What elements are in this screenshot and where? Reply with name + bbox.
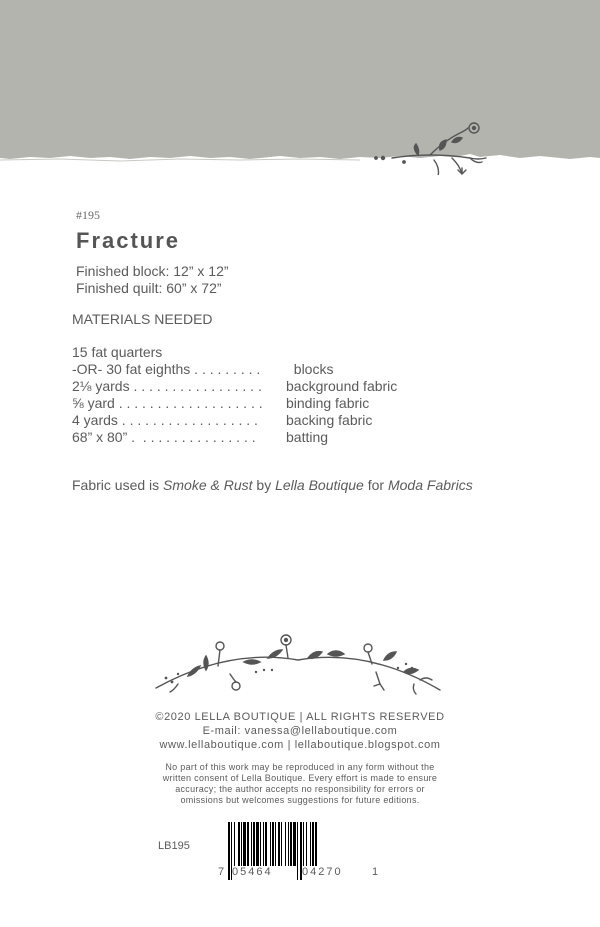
fabric-designer: Lella Boutique: [275, 477, 364, 493]
material-row: [72, 361, 334, 378]
material-use: backing fabric: [286, 412, 373, 428]
material-row: [72, 429, 329, 446]
barcode-bar: [315, 822, 317, 866]
barcode-bar: [281, 822, 282, 866]
barcode-bar: [306, 822, 307, 866]
floral-vine-icon: [148, 628, 448, 700]
barcode-bar: [241, 822, 242, 866]
fabric-note-by: by: [252, 477, 276, 493]
material-row: [72, 344, 163, 361]
disclaimer-line: accuracy; the author accepts no responsibility for errors or: [175, 784, 425, 794]
finished-block: Finished block: 12” x 12”: [76, 263, 229, 279]
barcode-bar: [265, 822, 267, 866]
barcode-digit-check: 1: [372, 866, 379, 878]
barcode-bar: [234, 822, 235, 866]
materials-heading: MATERIALS NEEDED: [72, 311, 213, 327]
material-row: [72, 378, 398, 395]
barcode-bar: [278, 822, 280, 866]
pattern-number: #195: [76, 208, 100, 222]
material-qty: 68” x 80” . . . . . . . . . . . . . . . .: [72, 429, 256, 445]
material-row: [72, 395, 370, 412]
barcode-bar: [303, 822, 304, 866]
fabric-manufacturer: Moda Fabrics: [387, 477, 473, 493]
barcode-bar: [260, 822, 261, 866]
barcode-bar: [253, 822, 255, 866]
barcode-bar: [256, 822, 259, 866]
barcode-bar: [251, 822, 252, 866]
material-row: [72, 412, 373, 429]
fabric-note-prefix: Fabric used is: [72, 477, 164, 493]
barcode-bar: [272, 822, 274, 866]
header-band: [0, 0, 600, 175]
disclaimer-line: No part of this work may be reproduced in any form without the: [165, 762, 435, 772]
finished-quilt: Finished quilt: 60” x 72”: [76, 280, 222, 296]
material-use: blocks: [286, 361, 334, 377]
material-qty: 15 fat quarters: [72, 344, 163, 360]
barcode-bar: [312, 822, 314, 866]
disclaimer: [0, 762, 600, 806]
fabric-note: [72, 477, 473, 493]
material-qty: 4 yards . . . . . . . . . . . . . . . . . .: [72, 412, 258, 428]
sku: LB195: [158, 840, 190, 852]
copyright: ©2020 LELLA BOUTIQUE | ALL RIGHTS RESERVED: [155, 711, 445, 723]
barcode-digits: [218, 866, 380, 882]
material-qty: -OR- 30 fat eighths . . . . . . . . .: [72, 361, 261, 377]
pattern-title: Fracture: [76, 228, 181, 253]
barcode-digits-right: 04270: [302, 866, 343, 878]
material-use: batting: [286, 429, 329, 445]
barcode-bar: [263, 822, 264, 866]
fabric-note-for: for: [363, 477, 388, 493]
barcode-bar: [285, 822, 286, 866]
barcode-bar: [290, 822, 292, 866]
websites: www.lellaboutique.com | lellaboutique.blogspot.com: [159, 739, 441, 751]
material-qty: ⅝ yard . . . . . . . . . . . . . . . . . . .: [72, 395, 263, 411]
barcode-bar: [247, 822, 249, 866]
footer-contact: [0, 710, 600, 752]
barcode-bar: [288, 822, 289, 866]
barcode-bar: [310, 822, 311, 866]
email: E-mail: vanessa@lellaboutique.com: [202, 725, 398, 737]
disclaimer-line: written consent of Lella Boutique. Every effort is made to ensure: [162, 773, 438, 783]
barcode-bar: [243, 822, 246, 866]
finished-sizes: [76, 263, 229, 297]
fabric-collection: Smoke & Rust: [163, 477, 253, 493]
barcode-digit-prefix: 7: [218, 866, 225, 878]
material-use: background fabric: [286, 378, 398, 394]
material-use: binding fabric: [286, 395, 370, 411]
barcode-bar: [293, 822, 296, 866]
barcode-digits-left: 05464: [232, 866, 273, 878]
disclaimer-line: omissions but welcomes suggestions for future editions.: [180, 795, 420, 805]
barcode-bar: [238, 822, 240, 866]
barcode-bar: [270, 822, 271, 866]
material-qty: 2⅛ yards . . . . . . . . . . . . . . . . .: [72, 378, 262, 394]
barcode-bar: [275, 822, 276, 866]
materials-list: [72, 344, 398, 446]
